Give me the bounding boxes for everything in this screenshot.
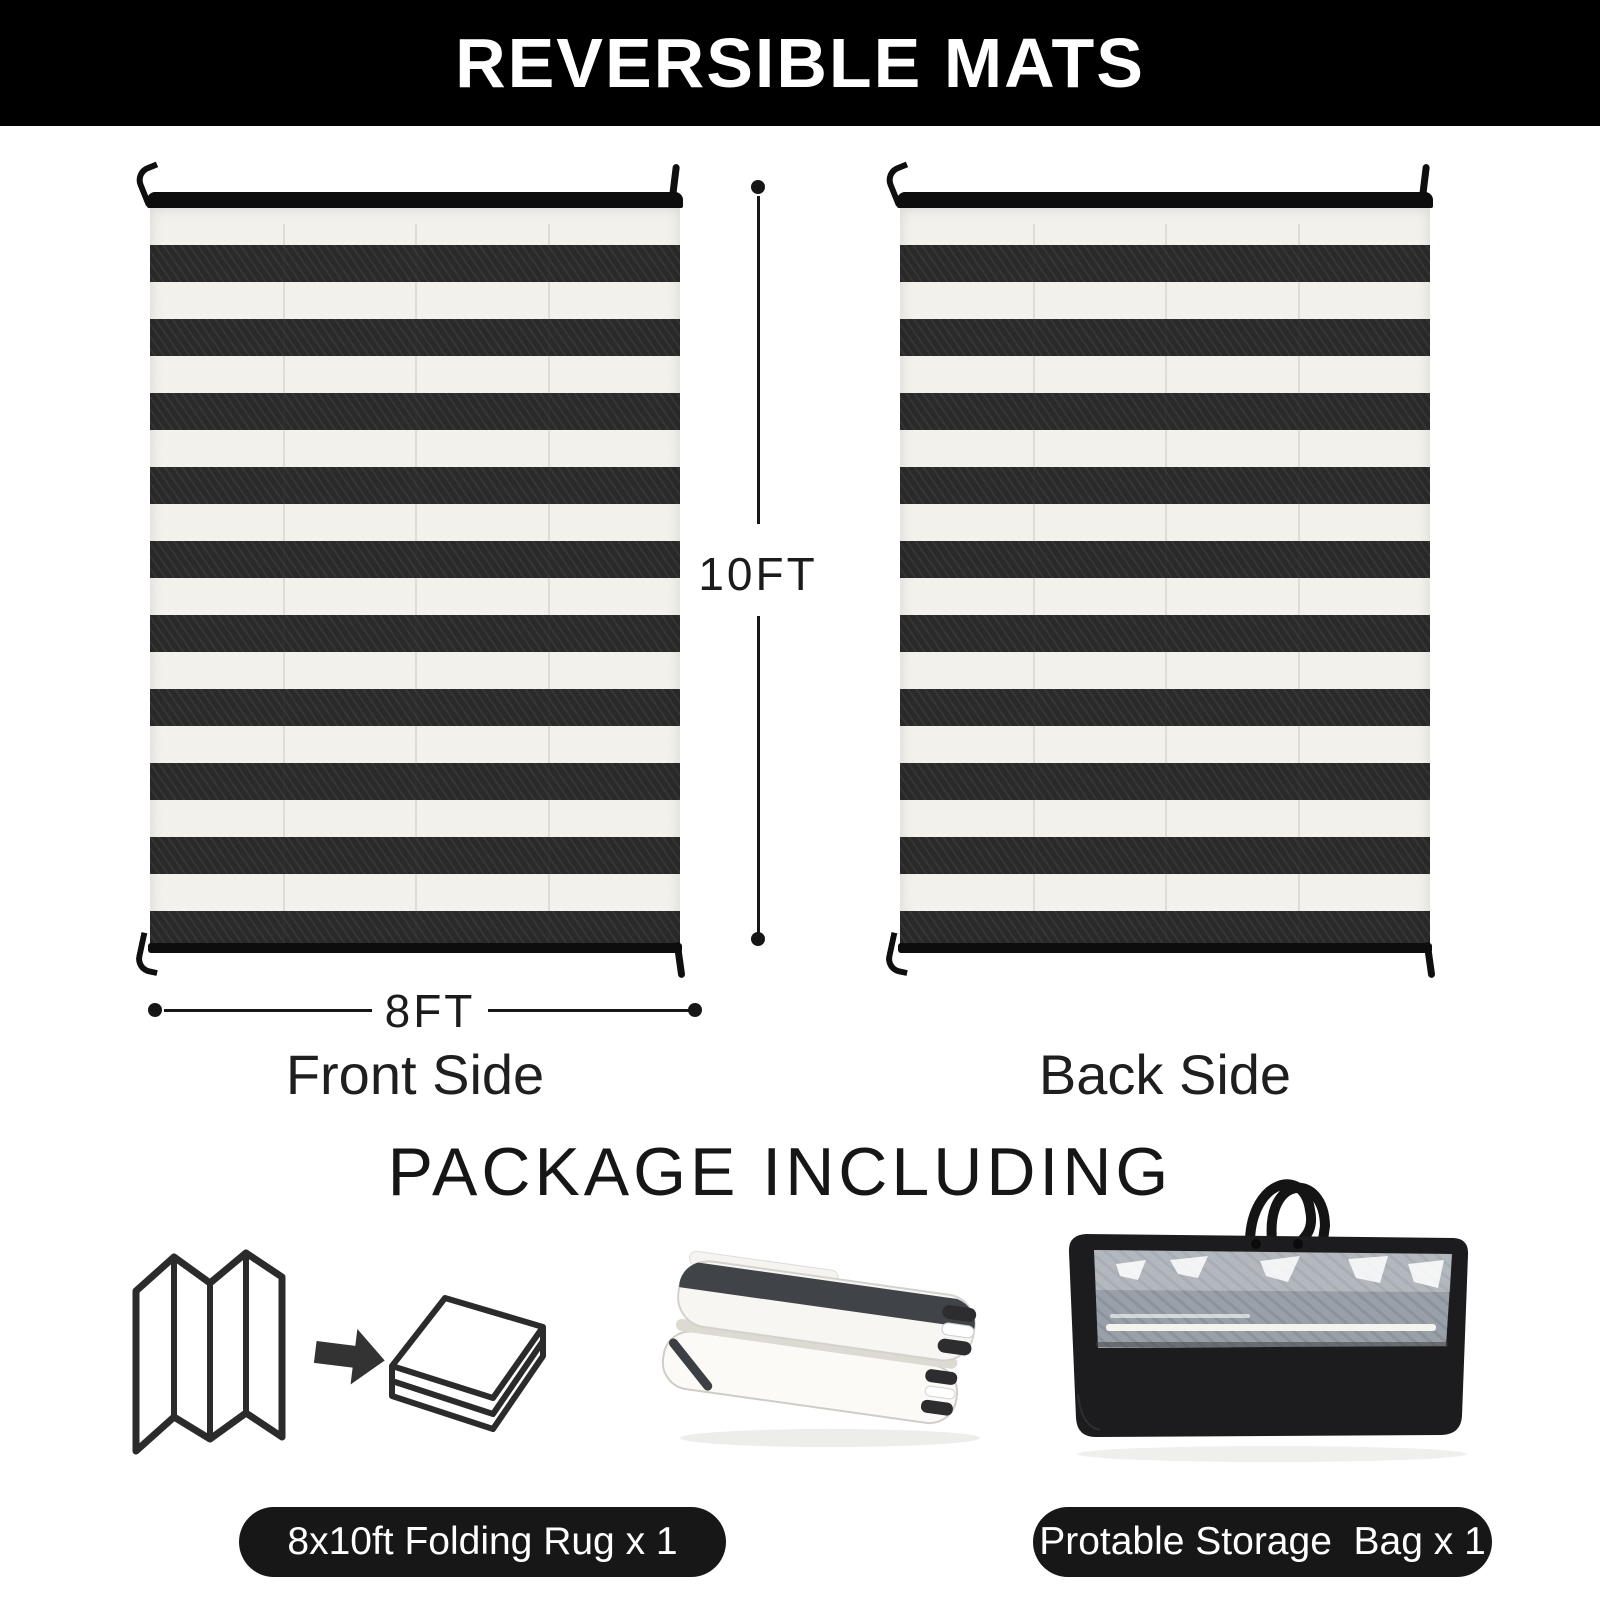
rug-item-badge: 8x10ft Folding Rug x 1 [239, 1507, 726, 1577]
page-title: REVERSIBLE MATS [455, 24, 1145, 102]
bag-handles-icon [1250, 1184, 1325, 1240]
mat-stripes [900, 208, 1430, 948]
folding-mat-icon [136, 1253, 282, 1451]
mat-bottom-binding [148, 943, 682, 953]
dimension-endpoint-dot [148, 1003, 162, 1017]
folded-rug-photo [645, 1232, 1005, 1452]
height-dimension-label: 10FT [698, 548, 818, 600]
header-bar [0, 0, 1600, 126]
dimension-endpoint-dot [688, 1003, 702, 1017]
package-section-title: PACKAGE INCLUDING [387, 1134, 1173, 1210]
dimension-line [757, 196, 760, 524]
hang-loop-icon [883, 932, 915, 976]
mat-fold-line [1033, 224, 1035, 948]
mat-fold-line [1165, 224, 1167, 948]
back-side-label: Back Side [1038, 1043, 1292, 1106]
mat-top-binding [147, 192, 683, 208]
dimension-endpoint-dot [751, 180, 765, 194]
back-mat-image [900, 192, 1430, 948]
dimension-endpoint-dot [751, 932, 765, 946]
mat-fold-line [415, 224, 417, 948]
mat-bottom-binding [898, 943, 1432, 953]
mat-fold-line [1298, 224, 1300, 948]
folded-sheet-icon [392, 1298, 543, 1429]
front-mat-image [150, 192, 680, 948]
width-dimension-label: 8FT [384, 985, 476, 1037]
folding-diagram [130, 1243, 550, 1471]
dimension-line [757, 616, 760, 936]
storage-bag-photo [1050, 1164, 1490, 1464]
mat-fold-line [283, 224, 285, 948]
front-side-label: Front Side [285, 1043, 545, 1106]
mat-fold-line [548, 224, 550, 948]
mat-top-binding [897, 192, 1433, 208]
mat-stripes [150, 208, 680, 948]
bag-item-badge: Protable Storage Bag x 1 [1033, 1507, 1492, 1577]
dimension-line [488, 1009, 696, 1012]
hang-loop-icon [133, 932, 165, 976]
arrow-right-icon [312, 1324, 388, 1388]
